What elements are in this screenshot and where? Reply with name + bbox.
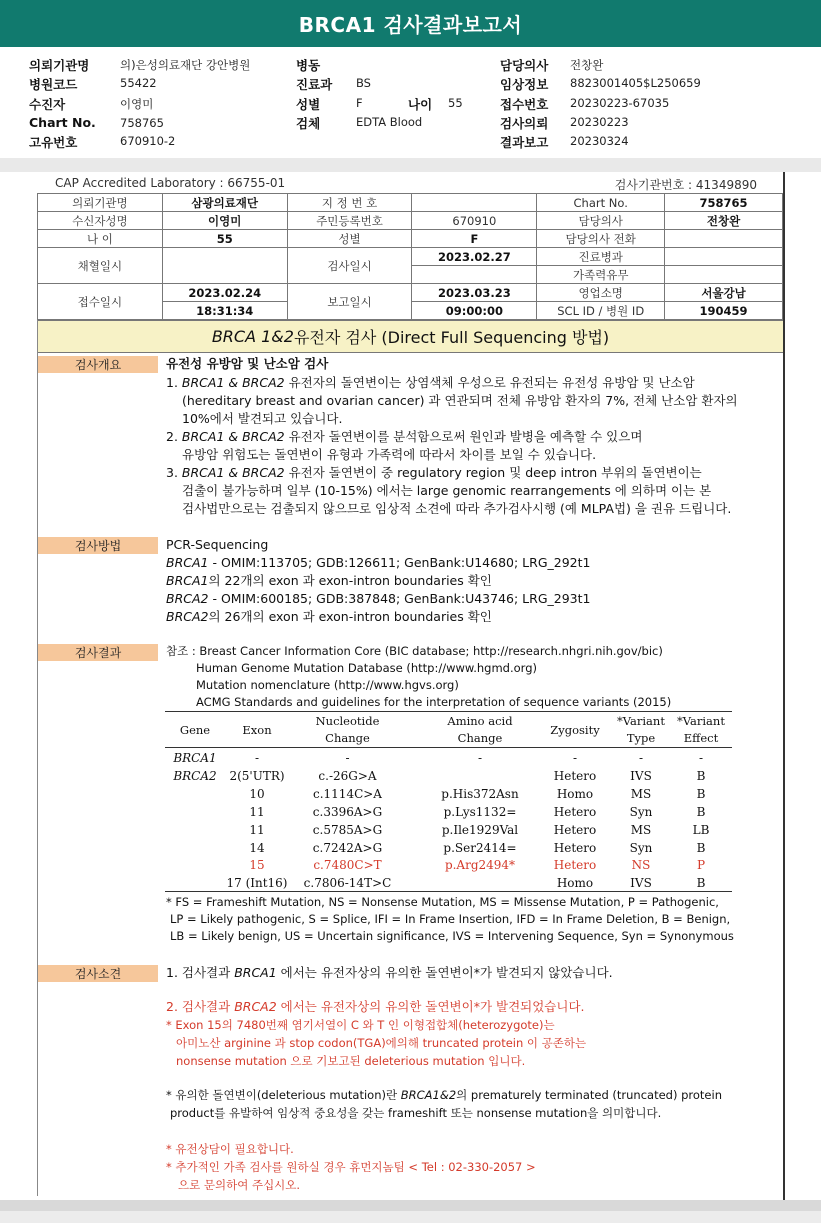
info-cell: 09:00:00	[412, 302, 537, 320]
table-row	[38, 212, 783, 230]
info-cell: Chart No.	[537, 194, 665, 212]
variant-cell-zyg: Hetero	[553, 822, 597, 837]
info-cell: 지 정 번 호	[287, 194, 412, 212]
method-line: BRCA2 - OMIM:600185; GDB:387848; GenBank:U43746; LRG_293t1	[166, 591, 591, 606]
footnote-line: LP = Likely pathogenic, S = Splice, IFI = In Frame Insertion, IFD = In Frame Deletion, B = Benign,	[170, 912, 731, 926]
info-cell: 담당의사 전화	[537, 230, 665, 248]
hospital-label: 의뢰기관명	[29, 58, 90, 73]
table-row	[38, 248, 783, 266]
variant-cell-exon: 11	[249, 822, 265, 837]
variant-cell-nuc: c.-26G>A	[318, 768, 377, 783]
sex-value: F	[356, 96, 363, 110]
unique-label: 고유번호	[29, 135, 78, 150]
app-title: BRCA1 검사결과보고서	[0, 0, 821, 47]
method-line: BRCA2의 26개의 exon 과 exon-intron boundaries 확인	[166, 609, 492, 624]
age-value: 55	[448, 96, 463, 110]
method-line: PCR-Sequencing	[166, 537, 269, 552]
info-cell: SCL ID / 병원 ID	[537, 302, 665, 320]
lab-number: 검사기관번호 : 41349890	[614, 178, 757, 192]
patient-info-table	[37, 193, 783, 320]
cap-accreditation: CAP Accredited Laboratory : 66755-01	[55, 176, 286, 190]
info-cell: 의뢰기관명	[38, 194, 163, 212]
info-cell: 담당의사	[537, 212, 665, 230]
variant-cell-nuc: c.7480C>T	[313, 858, 382, 873]
overview-line: 10%에서 발견되고 있습니다.	[182, 411, 343, 426]
method-tag: 검사방법	[38, 537, 158, 554]
col-header-variant-type: *Variant Type	[617, 714, 665, 745]
doctor-value: 전창완	[570, 58, 604, 72]
opinion-tag: 검사소견	[38, 965, 158, 982]
unique-value: 670910-2	[120, 134, 176, 148]
info-cell: 수신자성명	[38, 212, 163, 230]
dept-value: BS	[356, 76, 371, 90]
info-cell: 55	[162, 230, 287, 248]
dept-label: 진료과	[296, 77, 333, 92]
info-cell: 성별	[287, 230, 412, 248]
info-cell: F	[412, 230, 537, 248]
col-header-zygosity: Zygosity	[550, 723, 600, 737]
doctor-label: 담당의사	[500, 58, 549, 73]
variant-cell-zyg: Homo	[556, 876, 594, 891]
footnote-line: LB = Likely benign, US = Uncertain significance, IVS = Intervening Sequence, Syn = Synonymous	[170, 929, 734, 943]
variant-cell-effect: P	[696, 858, 706, 873]
variant-cell-gene: BRCA1	[173, 751, 217, 765]
variant-cell-type: IVS	[630, 768, 652, 783]
section-title-gene: BRCA 1&2	[211, 327, 294, 346]
variant-cell-zyg: Hetero	[553, 804, 597, 819]
info-cell: 2023.03.23	[412, 284, 537, 302]
col-header-variant-effect: *Variant Effect	[677, 714, 725, 745]
variant-cell-type: Syn	[629, 804, 653, 819]
request-value: 20230223	[570, 115, 629, 129]
variant-cell-zyg: Hetero	[553, 768, 597, 783]
col-header-exon: Exon	[242, 723, 272, 737]
variant-cell-effect: B	[696, 840, 706, 855]
table-row	[38, 194, 783, 212]
info-cell: 758765	[665, 194, 783, 212]
table-row	[38, 230, 783, 248]
variant-cell-effect: B	[696, 768, 706, 783]
info-cell	[162, 248, 287, 284]
variant-cell-nuc: -	[345, 751, 350, 765]
overview-heading: 유전성 유방암 및 난소암 검사	[166, 356, 329, 371]
info-cell: 영업소명	[537, 284, 665, 302]
col-header-amino-acid: Amino acid Change	[447, 714, 513, 745]
variant-cell-type: IVS	[630, 876, 652, 891]
variant-cell-type: Syn	[629, 840, 653, 855]
section-title-text: 유전자 검사 (Direct Full Sequencing 방법)	[293, 328, 610, 347]
opinion-line: 으로 문의하여 주십시오.	[178, 1178, 301, 1192]
specimen-label: 검체	[296, 116, 321, 131]
variant-cell-aa: p.Ser2414=	[443, 840, 517, 855]
variant-cell-effect: B	[696, 876, 706, 891]
variant-cell-exon: 2(5'UTR)	[229, 768, 285, 783]
overview-line: (hereditary breast and ovarian cancer) 과 연관되며 전체 유방암 환자의 7%, 전체 난소암 환자의	[182, 393, 738, 408]
clinical-value: 8823001405$L250659	[570, 76, 701, 90]
method-line: BRCA1 - OMIM:113705; GDB:126611; GenBank:U14680; LRG_292t1	[166, 555, 591, 570]
info-cell: 나 이	[38, 230, 163, 248]
info-cell	[665, 230, 783, 248]
info-cell	[665, 248, 783, 266]
reference-line: ACMG Standards and guidelines for the interpretation of sequence variants (2015)	[196, 695, 672, 709]
variant-cell-effect: B	[696, 786, 706, 801]
opinion-line: nonsense mutation 으로 기보고된 deleterious mutation 입니다.	[176, 1054, 526, 1068]
sex-label: 성별	[296, 97, 321, 112]
variant-cell-type: NS	[631, 858, 651, 873]
method-line: BRCA1의 22개의 exon 과 exon-intron boundaries 확인	[166, 573, 492, 588]
table-row	[38, 284, 783, 302]
variant-cell-effect: B	[696, 804, 706, 819]
variant-cell-nuc: c.7806-14T>C	[303, 876, 392, 891]
variant-cell-effect: LB	[692, 822, 710, 837]
receipt-value: 20230223-67035	[570, 96, 670, 110]
overview-line: 검출이 불가능하며 일부 (10-15%) 에서는 large genomic rearrangements 에 의하며 이는 본	[182, 483, 712, 498]
reference-line: Human Genome Mutation Database (http://www.hgmd.org)	[196, 661, 537, 675]
overview-tag: 검사개요	[38, 356, 158, 373]
opinion-line: * 유전상담이 필요합니다.	[166, 1142, 294, 1156]
hospital-value: 의)은성의료재단 강안병원	[120, 58, 251, 72]
code-label: 병원코드	[29, 77, 78, 92]
clinical-label: 임상정보	[500, 77, 549, 92]
chart-value: 758765	[120, 116, 164, 130]
table-rule	[165, 711, 732, 712]
table-rule	[165, 891, 732, 892]
request-label: 검사의뢰	[500, 116, 549, 131]
info-cell: 삼광의료재단	[162, 194, 287, 212]
variant-cell-exon: 14	[249, 840, 265, 855]
variant-cell-zyg: Hetero	[553, 858, 597, 873]
result-tag: 검사결과	[38, 644, 158, 661]
scrollbar-track[interactable]	[0, 1211, 821, 1223]
variant-cell-aa: p.Arg2494*	[444, 858, 516, 873]
info-cell: 2023.02.24	[162, 284, 287, 302]
opinion-line: * 추가적인 가족 검사를 원하실 경우 휴먼지놈팀 < Tel : 02-330-2057 >	[166, 1160, 536, 1174]
variant-cell-nuc: c.3396A>G	[312, 804, 383, 819]
opinion-line: * 유의한 돌연변이(deleterious mutation)란 BRCA1&2의 prematurely terminated (truncated) protein	[166, 1088, 722, 1102]
info-cell: 전창완	[665, 212, 783, 230]
separator-bar	[0, 158, 821, 172]
info-cell: 채혈일시	[38, 248, 163, 284]
opinion-line: 아미노산 arginine 과 stop codon(TGA)에의해 truncated protein 이 공존하는	[176, 1036, 587, 1050]
result-date-label: 결과보고	[500, 135, 549, 150]
variant-cell-type: -	[638, 751, 644, 765]
info-cell: 670910	[412, 212, 537, 230]
opinion-line: product를 유발하여 임상적 중요성을 갖는 frameshift 또는 nonsense mutation을 의미합니다.	[170, 1106, 662, 1120]
section-title	[38, 320, 783, 353]
variant-cell-nuc: c.1114C>A	[313, 786, 382, 801]
info-cell: 진료병과	[537, 248, 665, 266]
reference-line: Mutation nomenclature (http://www.hgvs.org)	[196, 678, 459, 692]
col-header-gene: Gene	[179, 723, 211, 737]
result-date-value: 20230324	[570, 134, 629, 148]
col-header-nucleotide: Nucleotide Change	[315, 714, 380, 745]
variant-cell-zyg: -	[572, 751, 578, 765]
overview-line: 검사법만으로는 검출되지 않으므로 임상적 소견에 따라 추가검사시행 (예 MLPA법) 을 권유 드립니다.	[182, 501, 732, 516]
age-label: 나이	[408, 97, 433, 112]
variant-cell-type: MS	[630, 786, 652, 801]
footnote-line: * FS = Frameshift Mutation, NS = Nonsense Mutation, MS = Missense Mutation, P = Pathogenic,	[166, 895, 719, 909]
report-right-border	[783, 172, 785, 1200]
variant-cell-type: MS	[630, 822, 652, 837]
info-cell: 서울강남	[665, 284, 783, 302]
variant-cell-aa: p.His372Asn	[441, 786, 519, 801]
overview-line: 2. BRCA1 & BRCA2 유전자 돌연변이를 분석함으로써 원인과 발병을 예측할 수 있으며	[166, 429, 643, 444]
variant-cell-nuc: c.5785A>G	[312, 822, 383, 837]
info-cell	[412, 194, 537, 212]
variant-cell-exon: 11	[249, 804, 265, 819]
variant-cell-gene: BRCA2	[173, 768, 217, 783]
variant-cell-aa: p.Lys1132=	[443, 804, 517, 819]
opinion-line: 1. 검사결과 BRCA1 에서는 유전자상의 유의한 돌연변이*가 발견되지 않았습니다.	[166, 965, 613, 980]
info-cell: 190459	[665, 302, 783, 320]
variant-cell-zyg: Homo	[556, 786, 594, 801]
reference-line: 참조 : Breast Cancer Information Core (BIC database; http://research.nhgri.nih.gov/bic)	[166, 644, 663, 658]
opinion-line: 2. 검사결과 BRCA2 에서는 유전자상의 유의한 돌연변이*가 발견되었습니다.	[166, 999, 585, 1014]
info-cell	[665, 266, 783, 284]
info-cell	[412, 266, 537, 284]
patient-label: 수진자	[29, 97, 66, 112]
info-cell: 보고일시	[287, 284, 412, 320]
info-cell: 가족력유무	[537, 266, 665, 284]
info-cell: 18:31:34	[162, 302, 287, 320]
variant-cell-aa: p.Ile1929Val	[441, 822, 519, 837]
table-rule	[165, 747, 732, 748]
variant-cell-exon: -	[254, 751, 260, 765]
report-header	[0, 50, 821, 158]
patient-value: 이영미	[120, 97, 154, 111]
ward-label: 병동	[296, 58, 321, 73]
receipt-label: 접수번호	[500, 97, 549, 112]
variant-cell-exon: 10	[249, 786, 265, 801]
info-cell: 이영미	[162, 212, 287, 230]
variant-cell-nuc: c.7242A>G	[312, 840, 383, 855]
horizontal-scrollbar[interactable]	[0, 1200, 821, 1223]
variant-cell-exon: 17 (Int16)	[226, 876, 288, 891]
info-cell: 검사일시	[287, 248, 412, 284]
specimen-value: EDTA Blood	[356, 115, 423, 129]
variant-cell-zyg: Hetero	[553, 840, 597, 855]
overview-line: 1. BRCA1 & BRCA2 유전자의 돌연변이는 상염색체 우성으로 유전되는 유전성 유방암 및 난소암	[166, 375, 695, 390]
variant-cell-effect: -	[698, 751, 704, 765]
info-cell: 접수일시	[38, 284, 163, 320]
opinion-line: * Exon 15의 7480번째 염기서열이 C 와 T 인 이형접합체(heterozygote)는	[166, 1018, 555, 1032]
info-cell: 주민등록번호	[287, 212, 412, 230]
chart-label: Chart No.	[29, 115, 96, 130]
overview-line: 3. BRCA1 & BRCA2 유전자 돌연변이 중 regulatory region 및 deep intron 부위의 돌연변이는	[166, 465, 702, 480]
variant-cell-exon: 15	[249, 858, 265, 873]
info-cell: 2023.02.27	[412, 248, 537, 266]
variant-cell-aa: -	[477, 751, 483, 765]
code-value: 55422	[120, 76, 157, 90]
overview-line: 유방암 위험도는 돌연변이 유형과 가족력에 따라서 차이를 보일 수 있습니다.	[182, 447, 597, 462]
